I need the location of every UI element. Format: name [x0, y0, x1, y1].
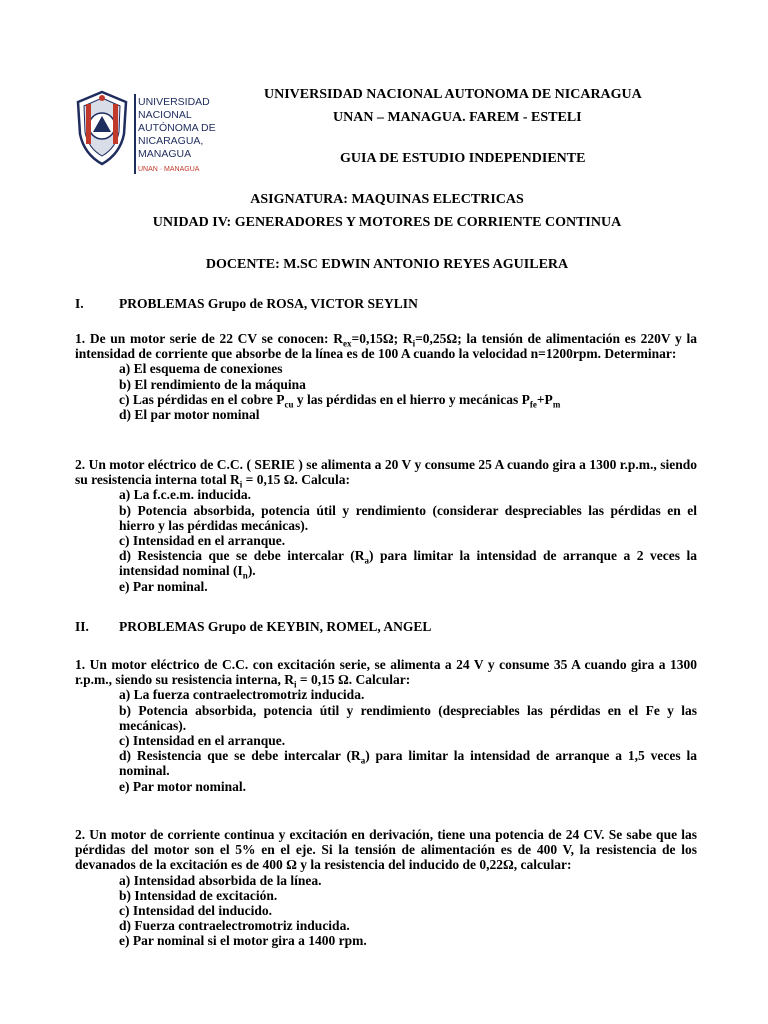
problem-item: c) Intensidad en el arranque. — [119, 733, 286, 749]
campus-name: UNAN – MANAGUA. FAREM - ESTELI — [333, 110, 582, 125]
problem-items — [75, 687, 697, 793]
problem-item: b) Potencia absorbida, potencia útil y rendimiento (despreciables las pérdidas en el Fe y las mecánicas). — [119, 702, 697, 733]
section-1-numeral: I. — [75, 296, 84, 311]
problem-1-1 — [75, 331, 697, 422]
subject-title: ASIGNATURA: MAQUINAS ELECTRICAS — [250, 192, 524, 207]
problem-item: c) Las pérdidas en el cobre $P_{cu}$ y las pérdidas en el hierro y mecánicas $P_{fe}+P_m$ — [119, 391, 561, 410]
logo-line: NACIONAL — [138, 109, 192, 121]
problem-statement: 1. Un motor eléctrico de C.C. con excitación serie, se alimenta a 24 V y consume 35 A cuando gira a 1300 r.p.m., siendo su resistencia interna, $R_i = 0,15$ Ω. Calcular: — [75, 657, 697, 690]
problem-statement: 2. Un motor eléctrico de C.C. ( SERIE ) se alimenta a 20 V y consume 25 A cuando gira a 1300 r.p.m., siendo su resistencia interna total $R_i = 0,15$ Ω. Calcula: — [75, 457, 697, 490]
teacher-name: DOCENTE: M.SC EDWIN ANTONIO REYES AGUILERA — [205, 257, 569, 272]
problem-item: e) Par nominal si el motor gira a 1400 rpm. — [119, 933, 367, 949]
problem-item: e) Par motor nominal. — [119, 778, 246, 794]
logo-line: AUTÓNOMA DE — [138, 122, 216, 134]
problem-statement: 1. De un motor serie de 22 CV se conocen: $R_{ex}=0,15\Omega$; $R_i=0,25\Omega$; la tensión de alimentación es 220V y la intensidad de corriente que absorbe de la línea es de 100 A cuando la velocidad n=1200rpm. Determinar: — [75, 331, 697, 362]
logo-subtitle: UNAN · MANAGUA — [138, 166, 200, 173]
university-seal-icon — [74, 90, 130, 166]
logo-line: MANAGUA — [138, 148, 192, 160]
problem-item: b) El rendimiento de la máquina — [119, 376, 306, 392]
problem-2-2 — [75, 827, 697, 949]
problem-item: a) La fuerza contraelectromotriz inducida. — [119, 687, 365, 703]
problem-item: d) Resistencia que se debe intercalar $(R_a)$ para limitar la intensidad de arranque a 2 veces la intensidad nominal $(I_n)$. — [119, 548, 697, 582]
problem-item: b) Intensidad de excitación. — [119, 887, 278, 903]
guide-title: GUIA DE ESTUDIO INDEPENDIENTE — [340, 151, 586, 166]
problem-items — [75, 487, 697, 593]
logo-wordmark — [138, 96, 216, 161]
university-name: UNIVERSIDAD NACIONAL AUTONOMA DE NICARAGUA — [264, 87, 642, 102]
problem-item: c) Intensidad en el arranque. — [119, 533, 286, 549]
problem-item: d) El par motor nominal — [119, 407, 260, 423]
problem-item: e) Par nominal. — [119, 578, 208, 594]
problem-items — [75, 361, 697, 422]
problem-item: d) Fuerza contraelectromotriz inducida. — [119, 918, 350, 934]
problem-item: d) Resistencia que se debe intercalar $(R_a)$ para limitar la intensidad de arranque a 1,5 veces la nominal. — [119, 748, 697, 779]
section-2-numeral: II. — [75, 619, 89, 634]
problem-item: a) El esquema de conexiones — [119, 361, 283, 377]
logo-line: UNIVERSIDAD — [138, 96, 210, 108]
problem-items — [75, 873, 697, 949]
logo-divider — [134, 94, 136, 174]
problem-item: c) Intensidad del inducido. — [119, 903, 273, 919]
problem-1-2 — [75, 457, 697, 594]
unit-title: UNIDAD IV: GENERADORES Y MOTORES DE CORRIENTE CONTINUA — [152, 215, 622, 230]
problem-item: a) Intensidad absorbida de la línea. — [119, 872, 322, 888]
problem-statement: 2. Un motor de corriente continua y excitación en derivación, tiene una potencia de 24 CV. Se sabe que las pérdidas del motor son el 5% en el eje. Si la tensión de alimentación es de 400 V, la resistencia de los devanados de la excitación es de 400 Ω y la resistencia del inducido de 0,22Ω, calcular: — [75, 827, 697, 873]
section-2-title: PROBLEMAS Grupo de KEYBIN, ROMEL, ANGEL — [119, 619, 432, 634]
logo-line: NICARAGUA, — [138, 135, 204, 147]
university-logo — [64, 84, 232, 190]
section-1-title: PROBLEMAS Grupo de ROSA, VICTOR SEYLIN — [119, 296, 418, 311]
problem-item: b) Potencia absorbida, potencia útil y rendimiento (considerar despreciables las pérdidas en el hierro y las pérdidas mecánicas). — [119, 502, 697, 533]
problem-2-1 — [75, 657, 697, 794]
problem-item: a) La f.c.e.m. inducida. — [119, 487, 252, 503]
